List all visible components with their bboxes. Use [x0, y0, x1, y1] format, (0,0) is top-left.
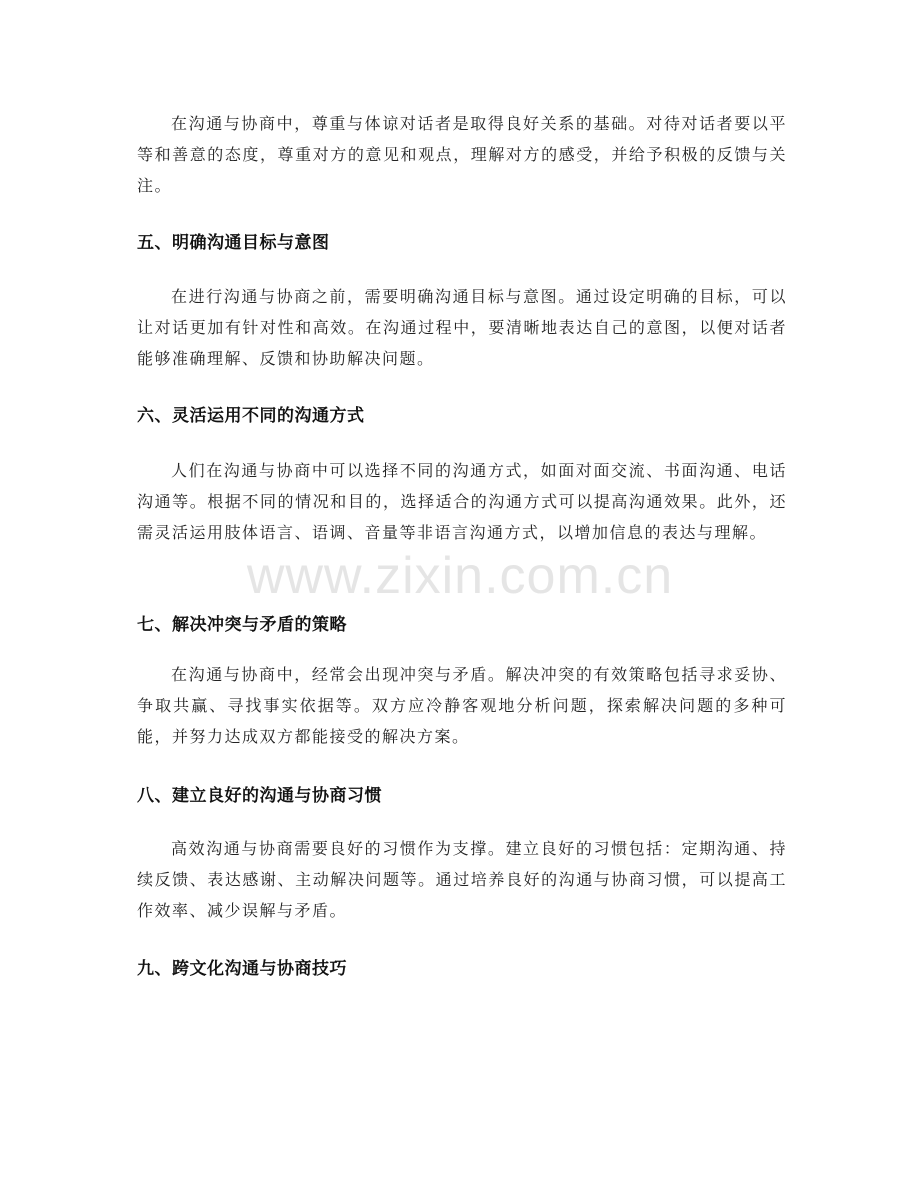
section-paragraph-8: 高效沟通与协商需要良好的习惯作为支撑。建立良好的习惯包括：定期沟通、持续反馈、表达感谢、主动解决问题等。通过培养良好的沟通与协商习惯，可以提高工作效率、减少误解与矛盾。	[137, 839, 787, 920]
section-heading-8: 八、建立良好的沟通与协商习惯	[137, 786, 382, 806]
section-heading-6: 六、灵活运用不同的沟通方式	[137, 406, 365, 426]
section-heading-9: 九、跨文化沟通与协商技巧	[137, 959, 347, 979]
section-heading-5: 五、明确沟通目标与意图	[137, 233, 330, 253]
intro-paragraph: 在沟通与协商中，尊重与体谅对话者是取得良好关系的基础。对待对话者要以平等和善意的态度，尊重对方的意见和观点，理解对方的感受，并给予积极的反馈与关注。	[137, 114, 787, 195]
section-paragraph-7: 在沟通与协商中，经常会出现冲突与矛盾。解决冲突的有效策略包括寻求妥协、争取共赢、寻找事实依据等。双方应冷静客观地分析问题，探索解决问题的多种可能，并努力达成双方都能接受的解决方案。	[137, 665, 787, 746]
section-paragraph-5: 在进行沟通与协商之前，需要明确沟通目标与意图。通过设定明确的目标，可以让对话更加有针对性和高效。在沟通过程中，要清晰地表达自己的意图，以便对话者能够准确理解、反馈和协助解决问题。	[137, 287, 787, 368]
section-paragraph-6: 人们在沟通与协商中可以选择不同的沟通方式，如面对面交流、书面沟通、电话沟通等。根据不同的情况和目的，选择适合的沟通方式可以提高沟通效果。此外，还需灵活运用肢体语言、语调、音量等非语言沟通方式，以增加信息的表达与理解。	[137, 461, 787, 542]
section-heading-7: 七、解决冲突与矛盾的策略	[137, 615, 347, 635]
watermark: www.zixin.com.cn	[246, 547, 674, 605]
